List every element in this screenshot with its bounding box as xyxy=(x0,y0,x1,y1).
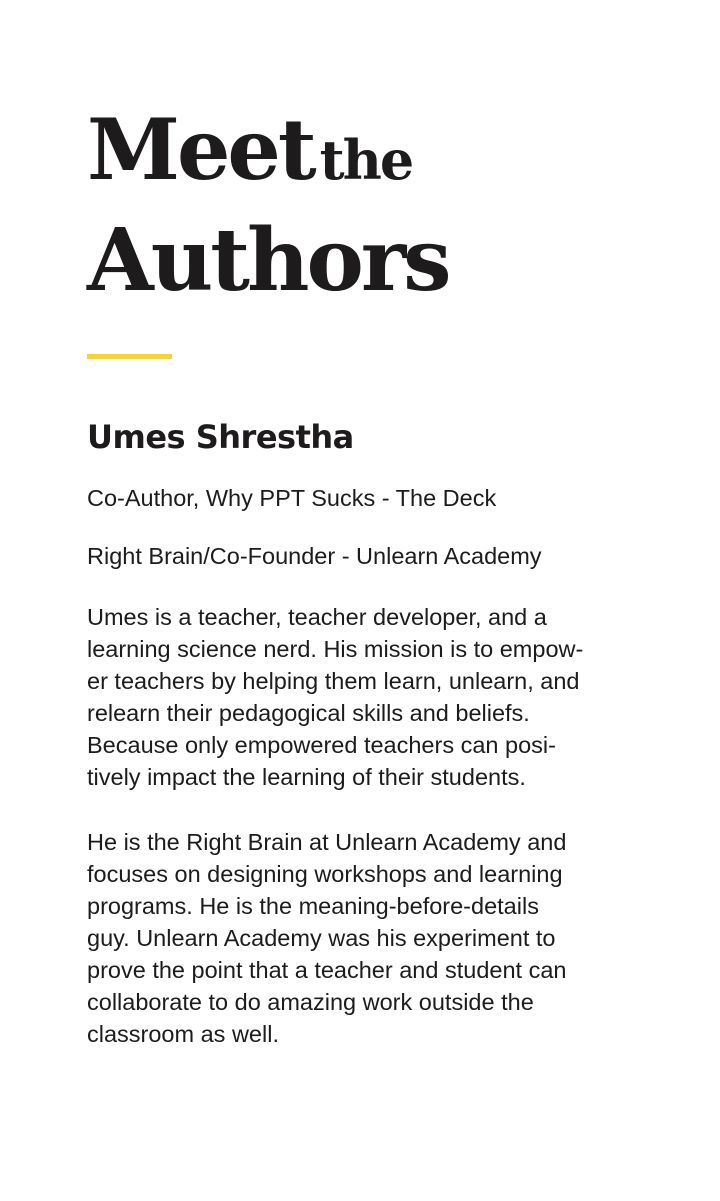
bio-line: relearn their pedagogical skills and beliefs. xyxy=(87,700,530,726)
bio-line: tively impact the learning of their students. xyxy=(87,764,526,790)
bio-line: Because only empowered teachers can posi- xyxy=(87,732,556,758)
bio-line: focuses on designing workshops and learning xyxy=(87,861,563,887)
author-role-cofounder: Right Brain/Co-Founder - Unlearn Academy xyxy=(87,543,542,569)
page-title-line-2: Authors xyxy=(87,210,449,311)
bio-line: He is the Right Brain at Unlearn Academy and xyxy=(87,829,567,855)
author-bio-paragraph-1 xyxy=(87,601,647,793)
author-bio-paragraph-2 xyxy=(87,826,647,1050)
bio-line: collaborate to do amazing work outside the xyxy=(87,989,534,1015)
page-title-line-1 xyxy=(87,100,413,199)
author-name: Umes Shrestha xyxy=(87,418,354,456)
bio-line: learning science nerd. His mission is to empow- xyxy=(87,636,584,662)
bio-line: prove the point that a teacher and student can xyxy=(87,957,567,983)
accent-divider xyxy=(87,354,172,359)
bio-line: guy. Unlearn Academy was his experiment to xyxy=(87,925,556,951)
title-word-the: the xyxy=(319,128,413,192)
author-role-coauthor: Co-Author, Why PPT Sucks - The Deck xyxy=(87,485,497,511)
title-word-meet: Meet xyxy=(87,100,314,199)
bio-line: er teachers by helping them learn, unlearn, and xyxy=(87,668,580,694)
bio-line: classroom as well. xyxy=(87,1021,279,1047)
bio-line: programs. He is the meaning-before-details xyxy=(87,893,539,919)
bio-line: Umes is a teacher, teacher developer, and a xyxy=(87,604,547,630)
